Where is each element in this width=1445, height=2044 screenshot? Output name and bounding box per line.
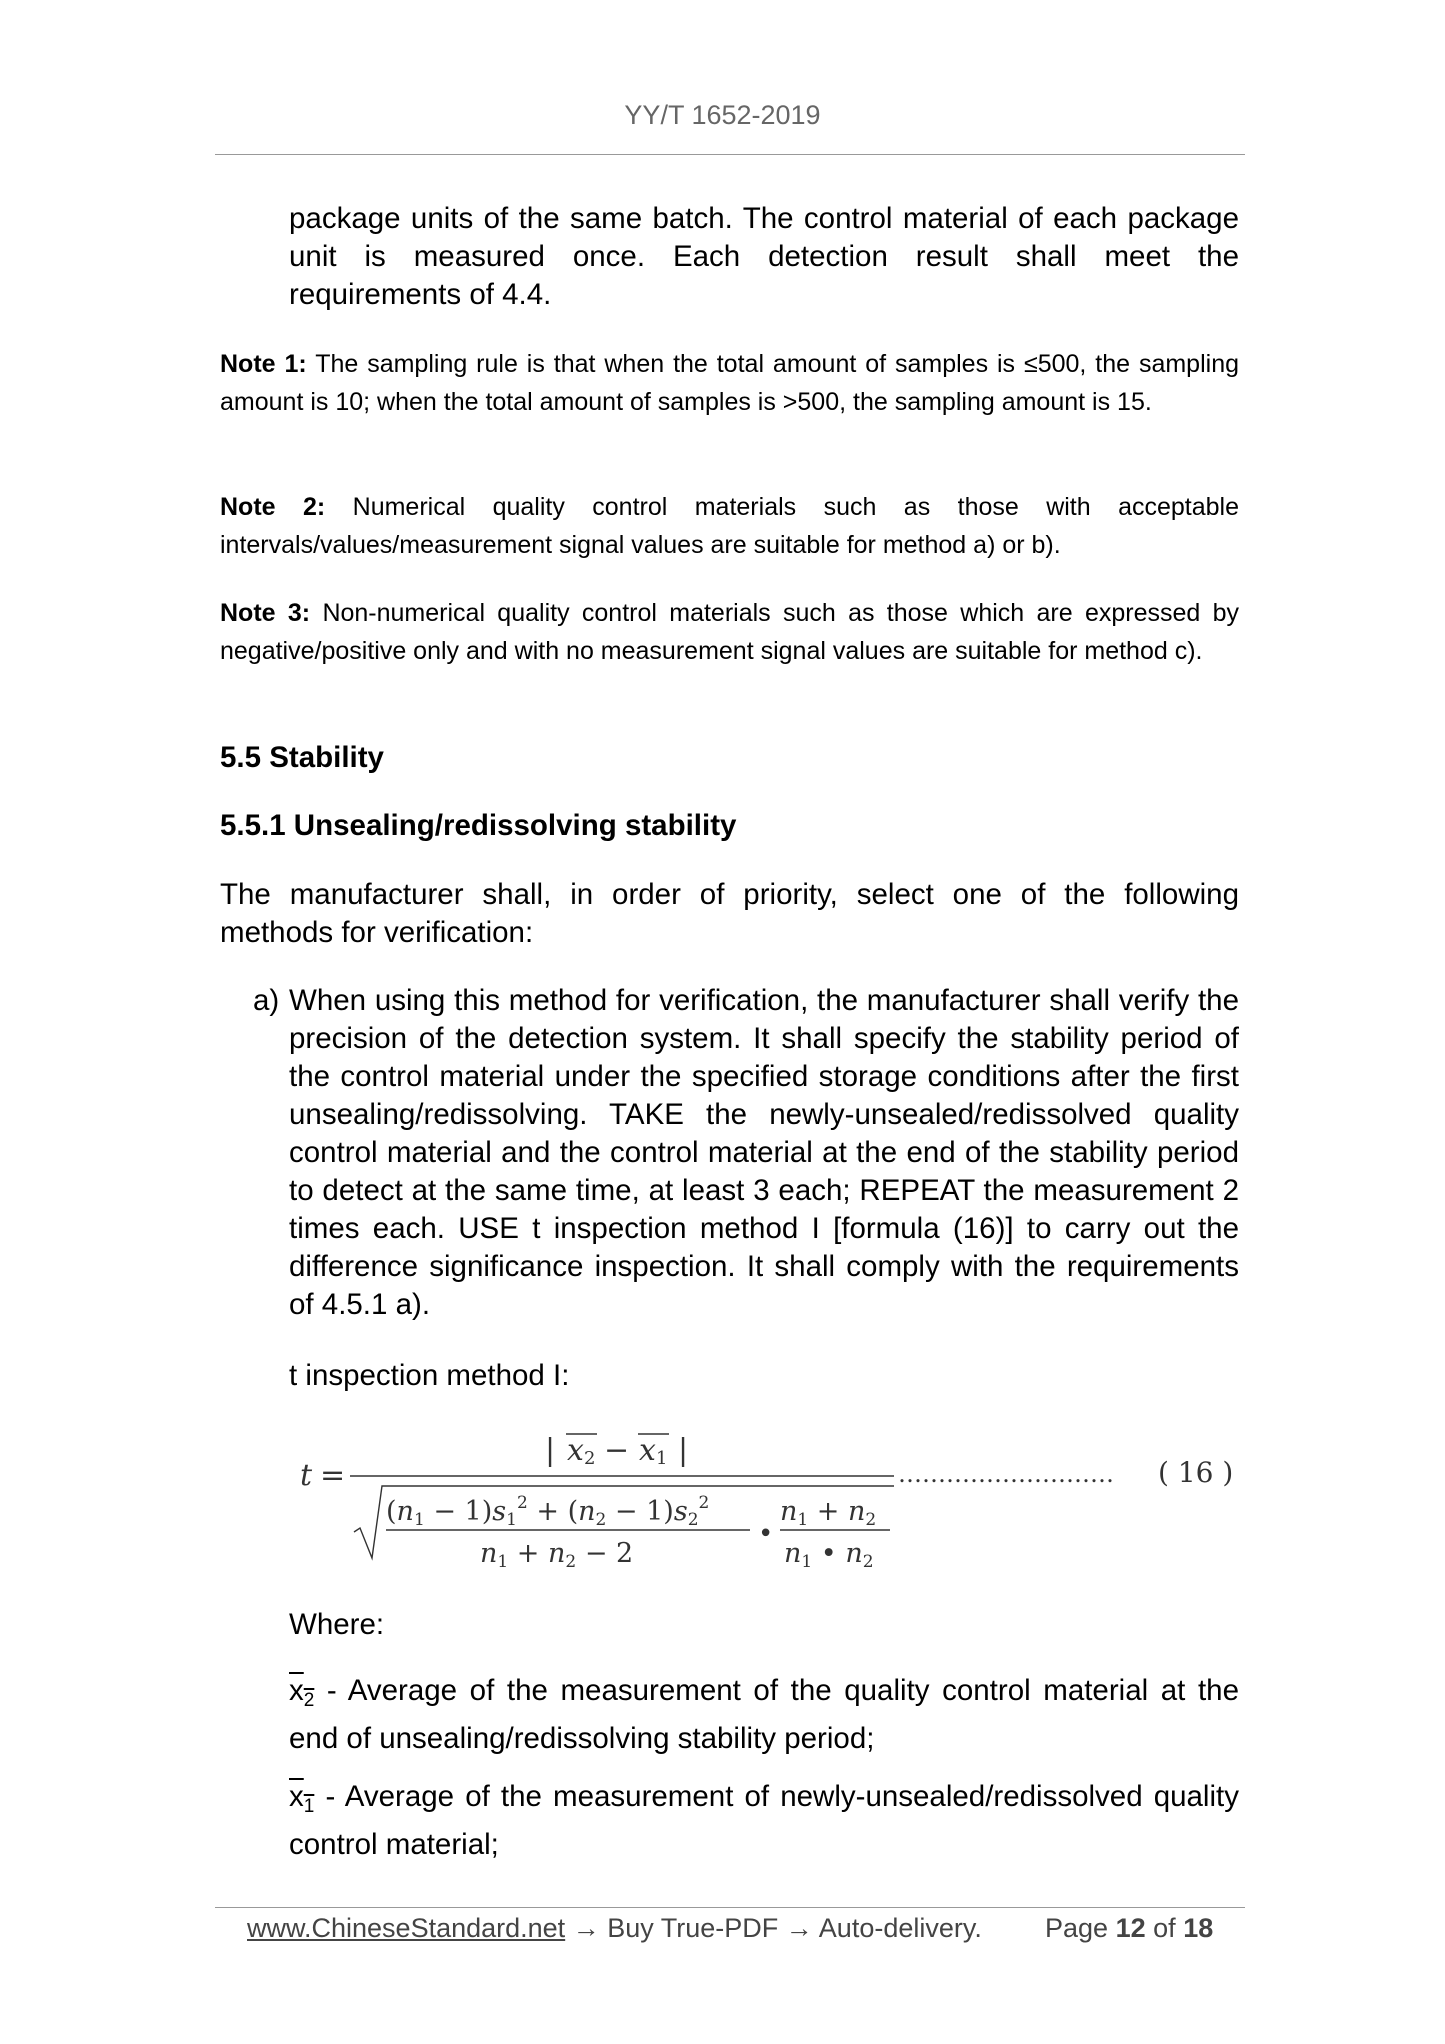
arrow-icon: → xyxy=(785,1913,813,1943)
svg-text:=: = xyxy=(320,1458,346,1493)
formula-leader-dots: ……………………… xyxy=(898,1460,1114,1488)
note-3-label: Note 3: xyxy=(220,599,311,627)
list-item-a: When using this method for verification, the manufacturer shall verify the precision of the detection system. It shall specify the stability period of the control material under the specified storage conditions after the first unsealing/redissolving. TAKE the newly-unsealed/redissolved quality control material and the control material at the end of the stability period to detect at the same time, at least 3 each; REPEAT the measurement 2 times each. USE t inspection method I [formula (16)] to carry out the difference significance inspection. It shall comply with the requirements of 4.5.1 a). xyxy=(289,984,1239,1321)
page-total: 18 xyxy=(1183,1913,1214,1943)
note-3 xyxy=(220,594,1239,670)
formula-16-graphic xyxy=(290,1420,1250,1570)
of-word: of xyxy=(1153,1913,1176,1943)
svg-text:1: 1 xyxy=(656,1448,668,1469)
svg-text:n1 • n2: n1 • n2 xyxy=(784,1538,874,1570)
page-number: 12 xyxy=(1115,1913,1146,1943)
buy-true-pdf: Buy True-PDF xyxy=(607,1913,779,1943)
note-2 xyxy=(220,488,1239,564)
symbol-x2: $x_2$ xyxy=(289,1674,315,1711)
arrow-icon: → xyxy=(572,1913,600,1943)
section-heading-5-5-1: 5.5.1 Unsealing/redissolving stability xyxy=(220,809,737,842)
definition-x2-text: - Average of the measurement of the quality control material at the end of unsealing/redissolving stability period; xyxy=(289,1674,1239,1755)
svg-text:2: 2 xyxy=(584,1448,596,1469)
svg-text:|: | xyxy=(545,1433,556,1468)
svg-text:(n1 − 1)s12 + (n2 − 1)s22: $(n1 - 1)s1^2 + (n2 - 1)s2^2$ xyxy=(386,1493,710,1530)
note-1-label: Note 1: xyxy=(220,350,307,378)
paragraph-continuation: package units of the same batch. The control material of each package unit is measured once. Each detection result shall meet the requirements of 4.4. xyxy=(289,202,1239,311)
section-heading-5-5: 5.5 Stability xyxy=(220,741,384,774)
auto-delivery: Auto-delivery. xyxy=(818,1913,982,1943)
definition-x1-text: - Average of the measurement of newly-unsealed/redissolved quality control material; xyxy=(289,1780,1239,1861)
svg-text:n1 + n2: n1 + n2 xyxy=(780,1496,877,1530)
document-code-header: YY/T 1652-2019 xyxy=(624,100,821,130)
page-word: Page xyxy=(1045,1913,1109,1943)
svg-text:n1 + n2 − 2: n1 + n2 − 2 xyxy=(480,1538,634,1570)
page-indicator xyxy=(1045,1913,1213,1944)
list-marker-a: a) xyxy=(253,984,280,1017)
svg-text:x: x xyxy=(567,1433,584,1468)
intro-paragraph: The manufacturer shall, in order of priority, select one of the following methods for verification: xyxy=(220,878,1239,949)
footer-links xyxy=(247,1913,982,1944)
definition-x1 xyxy=(289,1778,1239,1864)
svg-text:|: | xyxy=(678,1433,689,1468)
header-rule xyxy=(215,154,1245,155)
t-method-label: t inspection method I: xyxy=(289,1359,570,1392)
formula-16 xyxy=(290,1420,1250,1570)
where-label: Where: xyxy=(289,1608,385,1641)
note-2-label: Note 2: xyxy=(220,493,326,521)
footer-rule xyxy=(215,1907,1245,1908)
symbol-x1: $x_1$ xyxy=(289,1780,315,1817)
note-1 xyxy=(220,345,1239,421)
formula-lhs: t xyxy=(300,1458,313,1493)
svg-text:x: x xyxy=(639,1433,656,1468)
formula-number: ( 16 ) xyxy=(1158,1456,1234,1489)
note-2-text: Numerical quality control materials such as those with acceptable intervals/values/measurement signal values are suitable for method a) or b). xyxy=(220,493,1239,559)
site-link[interactable]: www.ChineseStandard.net xyxy=(247,1913,566,1943)
definition-x2 xyxy=(289,1672,1239,1758)
svg-text:•: • xyxy=(758,1519,774,1549)
note-1-text: The sampling rule is that when the total amount of samples is ≤500, the sampling amount is 10; when the total amount of samples is >500, the sampling amount is 15. xyxy=(220,350,1240,416)
svg-text:−: − xyxy=(604,1433,630,1468)
note-3-text: Non-numerical quality control materials such as those which are expressed by negative/positive only and with no measurement signal values are suitable for method c). xyxy=(220,599,1240,665)
